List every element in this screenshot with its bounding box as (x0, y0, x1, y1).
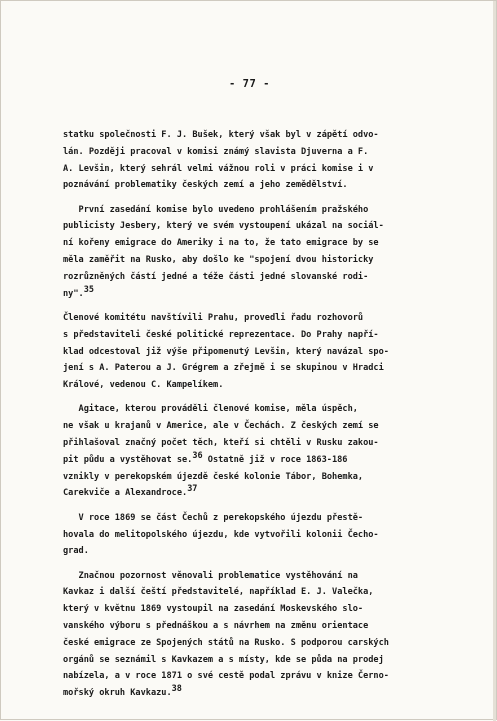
paragraph-6 (63, 568, 435, 702)
text-line: který v květnu 1869 vystoupil na zasedání Moskevského slo- (63, 604, 364, 615)
page-number: - 77 - (229, 78, 270, 90)
text-line: vznikly v perekopském újezdě české kolonie Tábor, Bohemka, (63, 471, 364, 482)
text-line: hovala do melitopolského újezdu, kde vytvořili kolonii Čecho- (63, 529, 379, 540)
text-line: Značnou pozornost věnovali problematice vystěhování na (63, 570, 358, 581)
text-line: české emigrace ze Spojených států na Rusko. S podporou carských (63, 637, 389, 648)
text-line: Členové komitétu navštívili Prahu, provedli řadu rozhovorů (63, 312, 364, 323)
text-line-with-footnote (63, 452, 435, 469)
text-line: grad. (63, 546, 89, 557)
text-line: orgánů se seznámil s Kavkazem a s místy, kde se půda na prodej (63, 654, 384, 665)
text-line: A. Levšin, který sehrál velmi vážnou roli v práci komise i v (63, 163, 374, 174)
text-line: poznávání problematiky českých zemí a jeho zemědělství. (63, 180, 348, 191)
text-line: klad odcestoval již výše připomenutý Levšin, který navázal spo- (63, 346, 389, 357)
text-line: statku společnosti F. J. Bušek, který však byl v zápětí odvo- (63, 130, 379, 140)
text-line: publicisty Jesbery, který ve svém vystoupení ukázal na sociál- (63, 221, 384, 232)
footnote-marker: 37 (187, 484, 198, 495)
document-body (63, 127, 435, 710)
text-line: Kavkaz i další čeští představitelé, například E. J. Valečka, (63, 587, 374, 598)
text-line: lán. Později pracoval v komisi známý slavista Djuverna a F. (63, 146, 369, 157)
line-text: mořský okruh Kavkazu. (63, 688, 172, 699)
text-line: V roce 1869 se část Čechů z perekopského újezdu přestě- (63, 512, 364, 523)
text-line: rozrůzněných částí jedné a téže části jedné slovanské rodi- (63, 271, 369, 282)
text-line-with-footnote (63, 286, 435, 303)
line-text: Carekviče a Alexandroce. (63, 488, 188, 499)
line-text-continued: Ostatně již v roce 1863-186 (202, 454, 348, 465)
text-line: měla zaměřit na Rusko, aby došlo ke "spojení dvou historicky (63, 255, 374, 266)
footnote-marker: 36 (192, 450, 203, 461)
text-line: První zasedání komise bylo uvedeno prohlášením pražského (63, 204, 369, 215)
text-line: s představiteli české politické reprezentace. Do Prahy napří- (63, 329, 379, 340)
text-line: vanského výboru s přednáškou a s návrhem na změnu orientace (63, 621, 369, 632)
paragraph-3 (63, 310, 435, 394)
paragraph-1 (63, 127, 435, 194)
paragraph-4 (63, 401, 435, 502)
text-line: jení s A. Paterou a J. Grégrem a zřejmě i se skupinou v Hradci (63, 363, 384, 374)
paragraph-5 (63, 510, 435, 560)
footnote-marker: 35 (83, 284, 94, 295)
paragraph-2 (63, 202, 435, 303)
text-line-with-footnote (63, 485, 435, 502)
text-line: ní kořeny emigrace do Ameriky i na to, že tato emigrace by se (63, 238, 379, 249)
page-edge-shadow (493, 1, 496, 721)
text-line-with-footnote (63, 685, 435, 702)
text-line: Králové, vedenou C. Kampelíkem. (63, 380, 224, 391)
line-text: pit půdu a vystěhovat se. (63, 454, 193, 465)
text-line: nabízela, a v roce 1871 o své cestě podal zprávu v knize Černo- (63, 671, 389, 682)
footnote-marker: 38 (171, 684, 182, 695)
text-line: přihlašoval značný počet těch, kteří si chtěli v Rusku zakou- (63, 438, 379, 449)
line-text: ny". (63, 288, 84, 299)
text-line: Agitace, kterou prováděli členové komise, měla úspěch, (63, 404, 358, 415)
text-line: ne však u krajanů v Americe, ale v Čechách. Z českých zemí se (63, 421, 379, 432)
